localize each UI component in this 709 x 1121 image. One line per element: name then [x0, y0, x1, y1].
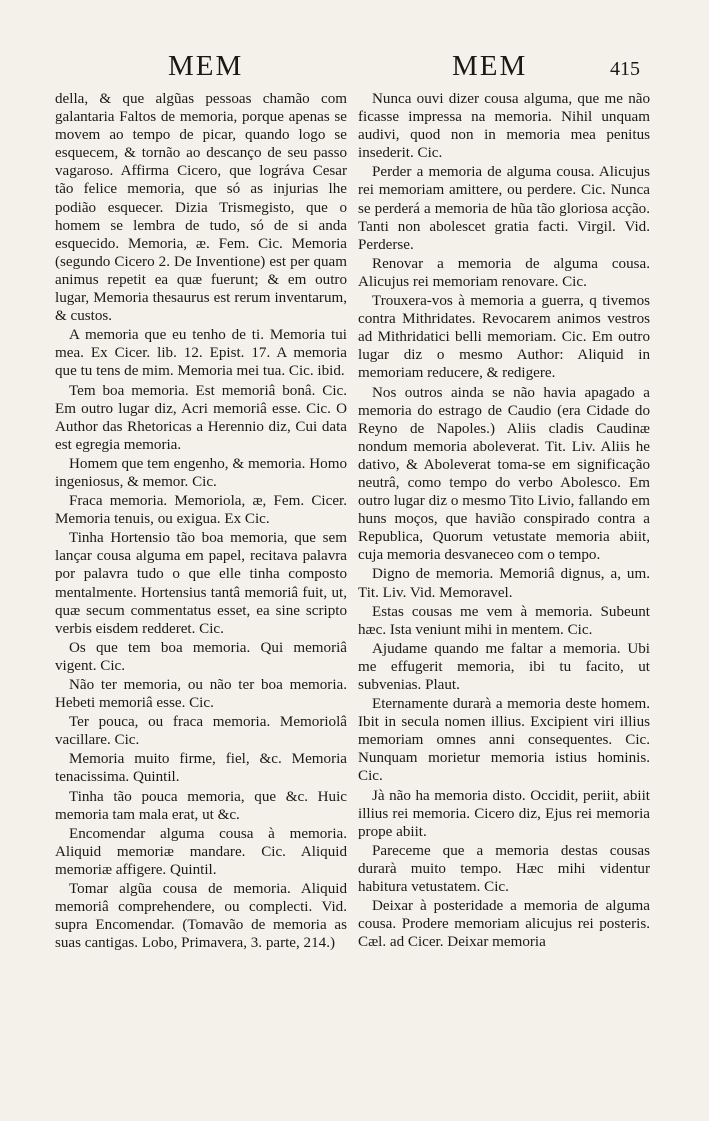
entry: Renovar a memoria de alguma cousa. Alicujus rei memoriam renovare. Cic.	[358, 255, 650, 290]
entry: Jà não ha memoria disto. Occidit, periit, abiit illius rei memoria. Cicero diz, Ejus rei memoria prope abiit.	[358, 787, 650, 840]
entry: Deixar à posteridade a memoria de alguma cousa. Prodere memoriam alicujus rei posteris. Cæl. ad Cicer. Deixar memoria	[358, 898, 650, 951]
entry: Fraca memoria. Memoriola, æ, Fem. Cicer. Memoria tenuis, ou exigua. Ex Cic.	[55, 493, 347, 528]
running-head-right: MEM	[452, 50, 528, 82]
running-head-left: MEM	[168, 50, 244, 82]
entry: Homem que tem engenho, & memoria. Homo ingeniosus, & memor. Cic.	[55, 455, 347, 490]
entry: Eternamente durarà a memoria deste homem. Ibit in secula nomen illius. Excipient viri illius memoriam omnes anni consequentes. Cic. Nunquam morietur memoria istius hominis. Cic.	[358, 696, 650, 785]
entry: A memoria que eu tenho de ti. Memoria tui mea. Ex Cicer. lib. 12. Epist. 17. A memoria que tu tens de mim. Memoria mei tua. Cic. ibid.	[55, 327, 347, 380]
entry: Digno de memoria. Memoriâ dignus, a, um. Tit. Liv. Vid. Memoravel.	[358, 566, 650, 601]
entry: Ajudame quando me faltar a memoria. Ubi me effugerit memoria, ibi tu facito, ut subvenias. Plaut.	[358, 640, 650, 693]
entry: Memoria muito firme, fiel, &c. Memoria tenacissima. Quintil.	[55, 751, 347, 786]
entry: della, & que algũas pessoas chamão com galantaria Faltos de memoria, porque apenas se movem ao tempo de picar, quando logo se esquecem, & tornão ao descanço de seu passo vagaroso. Affirma Cicero, que lográva Cesar tão felice memoria, que só as injurias lhe podião esquecer. Dizia Trismegisto, que o homem se lembra de tudo, só de si anda esquecido. Memoria, æ. Fem. Cic. Memoria (segundo Cicero 2. De Inventione) est per quam animus repetit ea quæ fuerunt; & em outro lugar, Memoria thesaurus est rerum inventarum, & custos.	[55, 91, 347, 325]
entry: Encomendar alguma cousa à memoria. Aliquid memoriæ mandare. Cic. Aliquid memoriæ affigere. Quintil.	[55, 825, 347, 878]
entry: Nunca ouvi dizer cousa alguma, que me não ficasse impressa na memoria. Nihil unquam audivi, quod non in memoria mea penitus insederit. Cic.	[358, 91, 650, 162]
left-column	[55, 90, 347, 953]
entry: Os que tem boa memoria. Qui memoriâ vigent. Cic.	[55, 639, 347, 674]
entry: Tinha Hortensio tão boa memoria, que sem lançar cousa alguma em papel, recitava palavra por palavra tudo o que elle tinha composto mentalmente. Hortensius tantâ memoriâ fuit, ut, quæ secum commentatus esset, ea sine scripto verbis eisdem redderet. Cic.	[55, 530, 347, 637]
entry: Trouxera-vos à memoria a guerra, q tivemos contra Mithridates. Revocarem animos vestros ad Mithridatici belli memoriam. Cic. Em outro lugar diz o mesmo Author: Aliquid in memoriam reducere, & redigere.	[358, 293, 650, 382]
entry: Nos outros ainda se não havia apagado a memoria do estrago de Caudio (era Cidade do Reyno de Napoles.) Aliis cladis Caudinæ nondum memoria aboleverat. Tit. Liv. Aliis he dativo, & Aboleverat toma-se em significação neutrâ, como tempo do verbo Abolesco. Em outro lugar diz o mesmo Tito Livio, fallando em huns moços, que havião conspirado contra a Republica, Quorum vetustate memoria abiit, cuja memoria desvaneceo com o tempo.	[358, 384, 650, 564]
page-header	[0, 50, 709, 90]
entry: Não ter memoria, ou não ter boa memoria. Hebeti memoriâ esse. Cic.	[55, 677, 347, 712]
entry: Ter pouca, ou fraca memoria. Memoriolâ vacillare. Cic.	[55, 714, 347, 749]
entry: Perder a memoria de alguma cousa. Alicujus rei memoriam amittere, ou perdere. Cic. Nunca se perderá a memoria de hũa tão gloriosa acção. Tanti non abolescet gratia facti. Virgil. Vid. Perderse.	[358, 164, 650, 253]
right-column	[358, 90, 650, 952]
page-number: 415	[610, 58, 640, 80]
entry: Tinha tão pouca memoria, que &c. Huic memoria tam mala erat, ut &c.	[55, 788, 347, 823]
entry: Estas cousas me vem à memoria. Subeunt hæc. Ista veniunt mihi in mentem. Cic.	[358, 603, 650, 638]
entry: Tem boa memoria. Est memoriâ bonâ. Cic. Em outro lugar diz, Acri memoriâ esse. Cic. O Author das Rhetoricas a Herennio diz, Cui data est egregia memoria.	[55, 382, 347, 453]
entry: Pareceme que a memoria destas cousas durarà muito tempo. Hæc mihi videntur habitura vetustatem. Cic.	[358, 842, 650, 896]
entry: Tomar algũa cousa de memoria. Aliquid memoriâ comprehendere, ou complecti. Vid. supra Encomendar. (Tomavão de memoria as suas cantigas. Lobo, Primavera, 3. parte, 214.)	[55, 881, 347, 952]
